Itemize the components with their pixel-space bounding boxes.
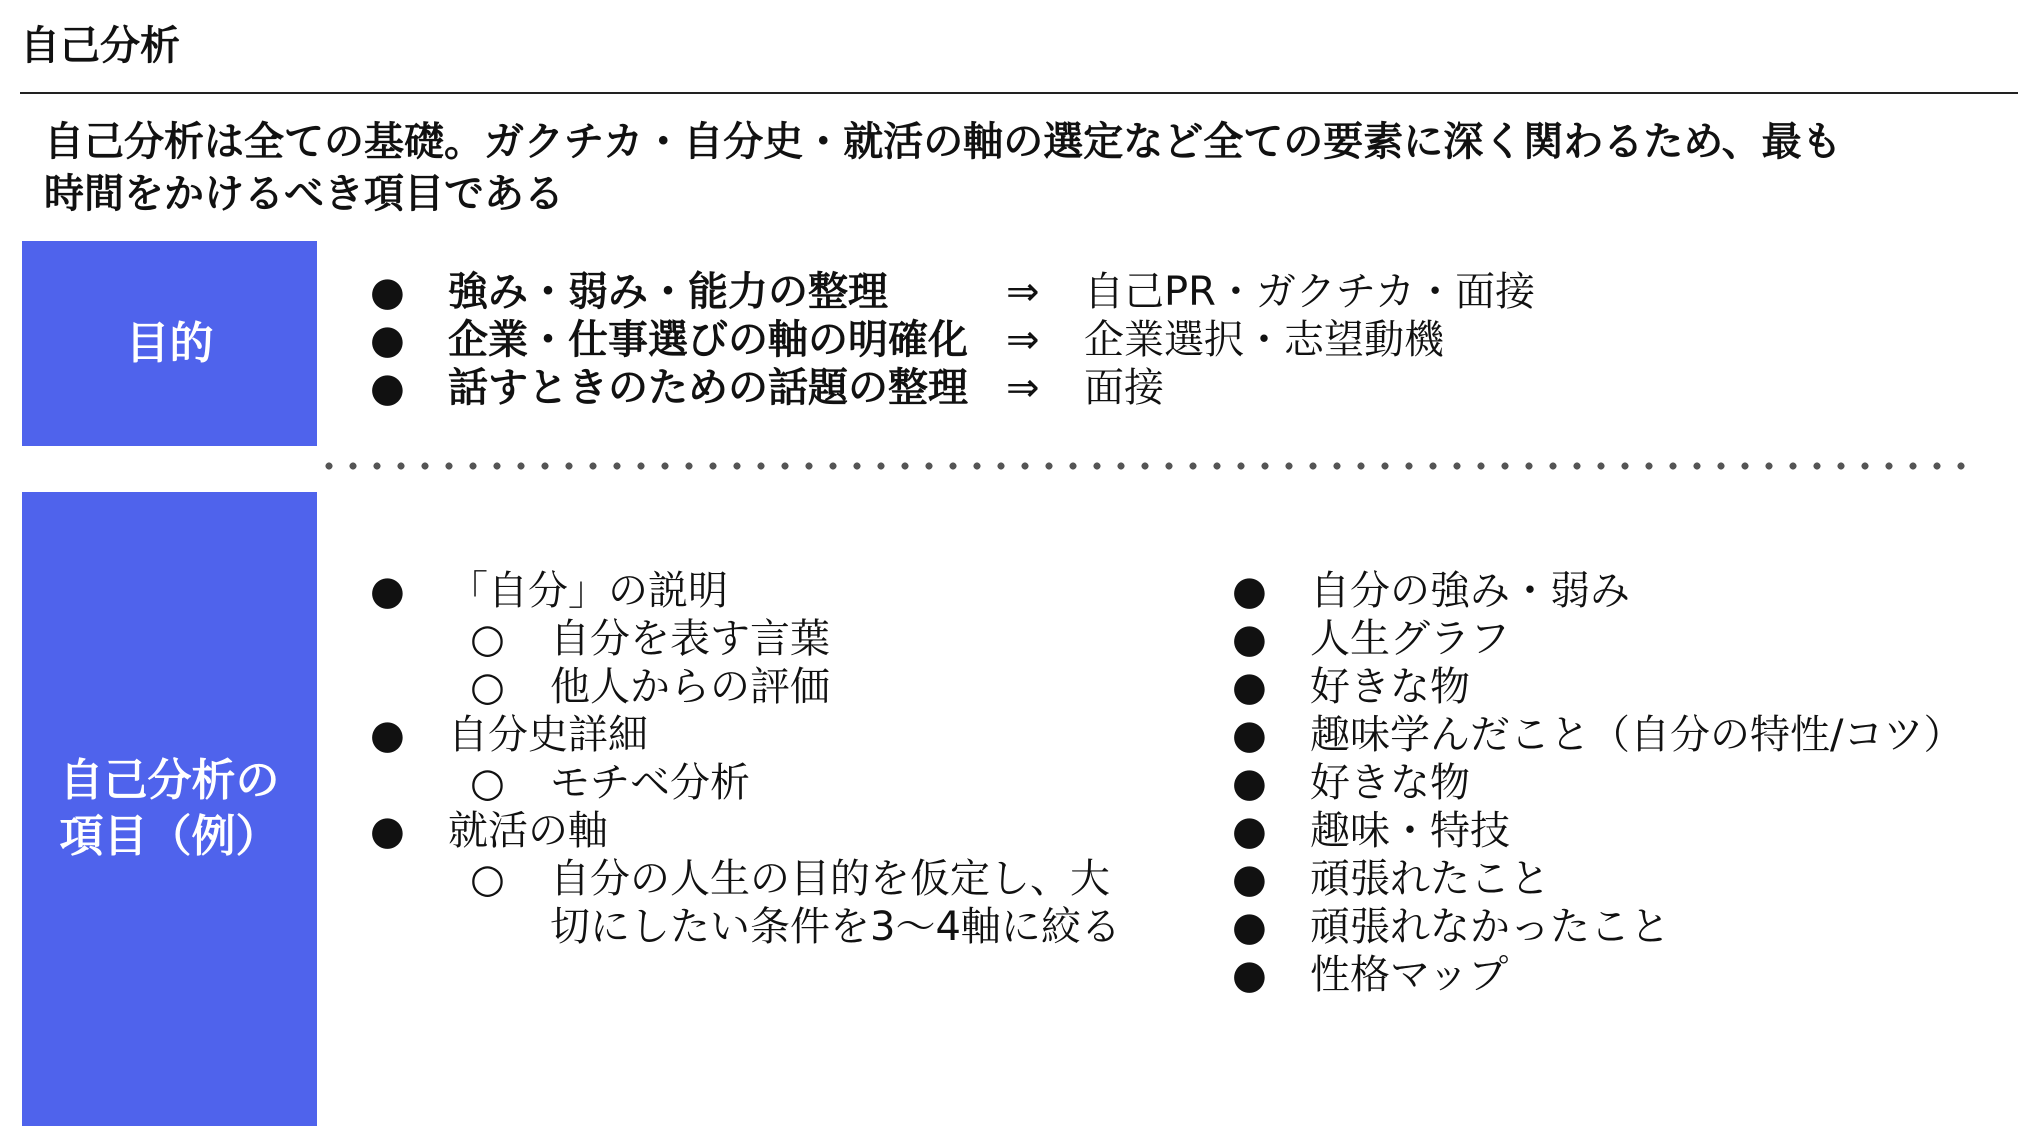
bullet-icon: ● [370,568,405,614]
purpose-item-text: 強み・弱み・能力の整理 [448,269,888,315]
bullet-icon: ● [370,808,405,854]
list-item-text: 自分を表す言葉 [550,616,830,662]
items-label-box [22,492,317,1126]
arrow-icon: ⇒ [1006,365,1040,411]
list-item-text: 好きな物 [1310,664,1470,710]
list-item-text: 趣味学んだこと（自分の特性/コツ） [1310,712,1964,758]
circle-bullet-icon: ○ [470,856,505,902]
arrow-icon: ⇒ [1006,269,1040,315]
list-item-text: 「自分」の説明 [448,568,728,614]
list-item-text: 就活の軸 [448,808,608,854]
bullet-icon: ● [370,269,405,315]
circle-bullet-icon: ○ [470,616,505,662]
purpose-item-text: 話すときのための話題の整理 [448,365,968,411]
list-item-text: 他人からの評価 [550,664,830,710]
bullet-icon: ● [1232,904,1267,950]
purpose-label-box [22,241,317,446]
purpose-item-target: 企業選択・志望動機 [1084,317,1444,363]
list-item-text: 人生グラフ [1310,616,1510,662]
arrow-icon: ⇒ [1006,317,1040,363]
purpose-item-target: 面接 [1084,365,1164,411]
list-item-text: モチベ分析 [550,760,750,806]
purpose-label: 目的 [125,317,214,369]
circle-bullet-icon: ○ [470,760,505,806]
bullet-icon: ● [370,317,405,363]
bullet-icon: ● [1232,616,1267,662]
purpose-item-target: 自己PR・ガクチカ・面接 [1084,269,1536,315]
list-item-text: 自分の人生の目的を仮定し、大 [550,856,1110,902]
bullet-icon: ● [1232,664,1267,710]
list-item-text: 自分の強み・弱み [1310,568,1630,614]
list-item-text: 性格マップ [1310,952,1509,998]
items-label-line-2: 項目（例） [59,811,280,862]
bullet-icon: ● [1232,568,1267,614]
slide-title: 自己分析 [20,23,180,69]
bullet-icon: ● [1232,952,1267,998]
bullet-icon: ● [370,712,405,758]
bullet-icon: ● [1232,712,1267,758]
list-item-text: 趣味・特技 [1310,808,1510,854]
lead-line-1: 自己分析は全ての基礎。ガクチカ・自分史・就活の軸の選定など全ての要素に深く関わるため、最も [44,119,1842,165]
circle-bullet-icon: ○ [470,664,505,710]
purpose-item-text: 企業・仕事選びの軸の明確化 [448,317,968,363]
list-item-text: 頑張れたこと [1310,856,1550,902]
list-item-text: 好きな物 [1310,760,1470,806]
bullet-icon: ● [1232,760,1267,806]
list-item-text: 切にしたい条件を3〜4軸に絞る [550,904,1121,950]
section-divider [317,462,1977,470]
list-item-text: 自分史詳細 [448,712,648,758]
bullet-icon: ● [1232,856,1267,902]
items-label-line-1: 自己分析の [59,755,280,806]
bullet-icon: ● [370,365,405,411]
bullet-icon: ● [1232,808,1267,854]
title-divider [20,92,2018,94]
lead-text [44,116,2004,220]
lead-line-2: 時間をかけるべき項目である [44,171,564,217]
list-item-text: 頑張れなかったこと [1310,904,1670,950]
